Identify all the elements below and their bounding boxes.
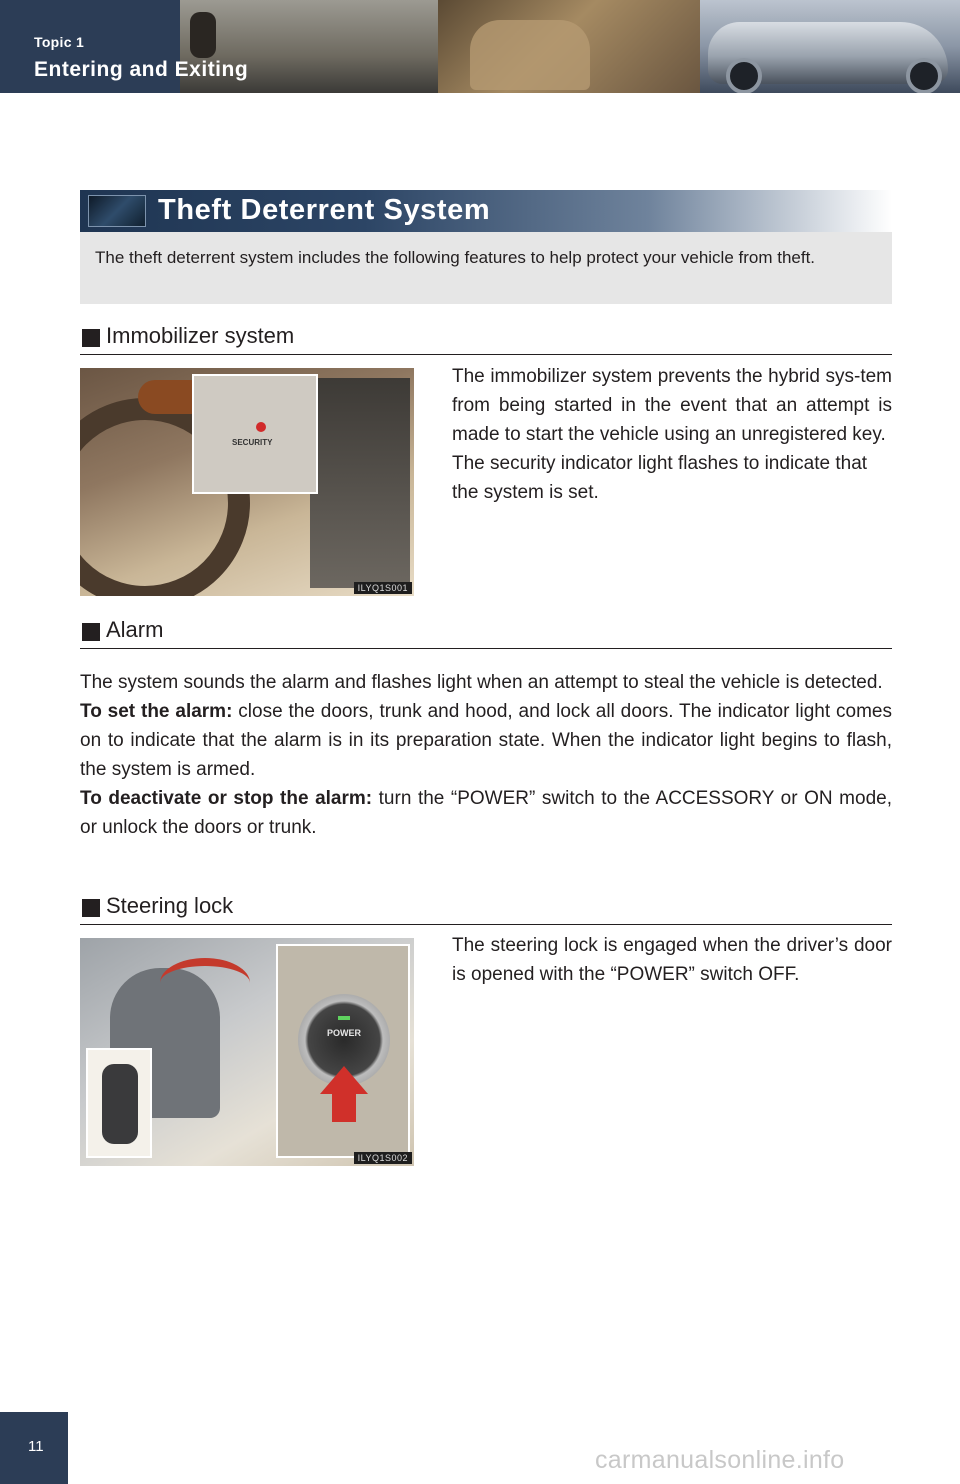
image-code: ILYQ1S002 [354,1152,412,1164]
immobilizer-paragraph-2: The security indicator light flashes to indicate that the system is set. [452,453,868,503]
heading-text: Steering lock [106,893,234,918]
heading-text: Immobilizer system [106,323,295,348]
push-arrow-icon [320,1066,368,1094]
alarm-set-paragraph [80,697,892,784]
power-led-icon [338,1016,350,1020]
push-arrow-stem [332,1094,356,1122]
heading-immobilizer [80,323,892,355]
heading-steering-lock [80,893,892,925]
header-banner [0,0,960,93]
chapter-title: Entering and Exiting [34,58,249,81]
steering-paragraph-1: The steering lock is engaged when the driver’s door is opened with the “POWER” switch OFF. [452,935,892,985]
alarm-set-text: close the doors, trunk and hood, and lock all doors. The indicator light comes on to indicate that the alarm is in its preparation state. When the indicator light begins to flash, the system is armed. [80,701,892,780]
image-code: ILYQ1S001 [354,582,412,594]
watermark: carmanualsonline.info [595,1446,845,1474]
square-bullet-icon [82,329,100,347]
immobilizer-text [452,362,892,507]
section-intro: The theft deterrent system includes the following features to help protect your vehicle from theft. [80,232,892,304]
alarm-stop-label: To deactivate or stop the alarm: [80,788,373,809]
alarm-stop-text: turn the “POWER” switch to the ACCESSORY or ON mode, or unlock the doors or trunk. [80,788,892,838]
rotation-arrow-icon [160,958,250,1008]
heading-text: Alarm [106,617,164,642]
security-led-icon [256,422,266,432]
mirror-illustration [190,12,216,58]
key-fob-inset [86,1048,152,1158]
topic-label: Topic 1 [34,34,85,50]
smart-key-icon [102,1064,138,1144]
steering-lock-text [452,931,892,989]
immobilizer-illustration [80,368,414,596]
square-bullet-icon [82,623,100,641]
alarm-text [80,668,892,842]
car-wheel-rear [906,58,942,93]
alarm-stop-paragraph [80,784,892,842]
security-label: SECURITY [232,438,273,447]
square-bullet-icon [82,899,100,917]
security-indicator-inset [192,374,318,494]
center-console [310,378,410,588]
title-chip-decoration [88,195,146,227]
immobilizer-paragraph-1: The immobilizer system prevents the hybrid sys-tem from being started in the event that an attempt is made to start the vehicle using an unregistered key. [452,366,892,445]
page-number-block [0,1412,68,1484]
section-title: Theft Deterrent System [158,194,491,226]
power-switch-inset [276,944,410,1158]
car-wheel-front [726,58,762,93]
power-label: POWER [326,1028,361,1038]
seat-illustration [470,20,590,90]
alarm-paragraph-1: The system sounds the alarm and flashes light when an attempt to steal the vehicle is detected. [80,672,883,693]
page-number: 11 [28,1438,44,1455]
section-title-bar [80,190,892,232]
alarm-set-label: To set the alarm: [80,701,233,722]
heading-alarm [80,617,892,649]
steering-lock-illustration [80,938,414,1166]
